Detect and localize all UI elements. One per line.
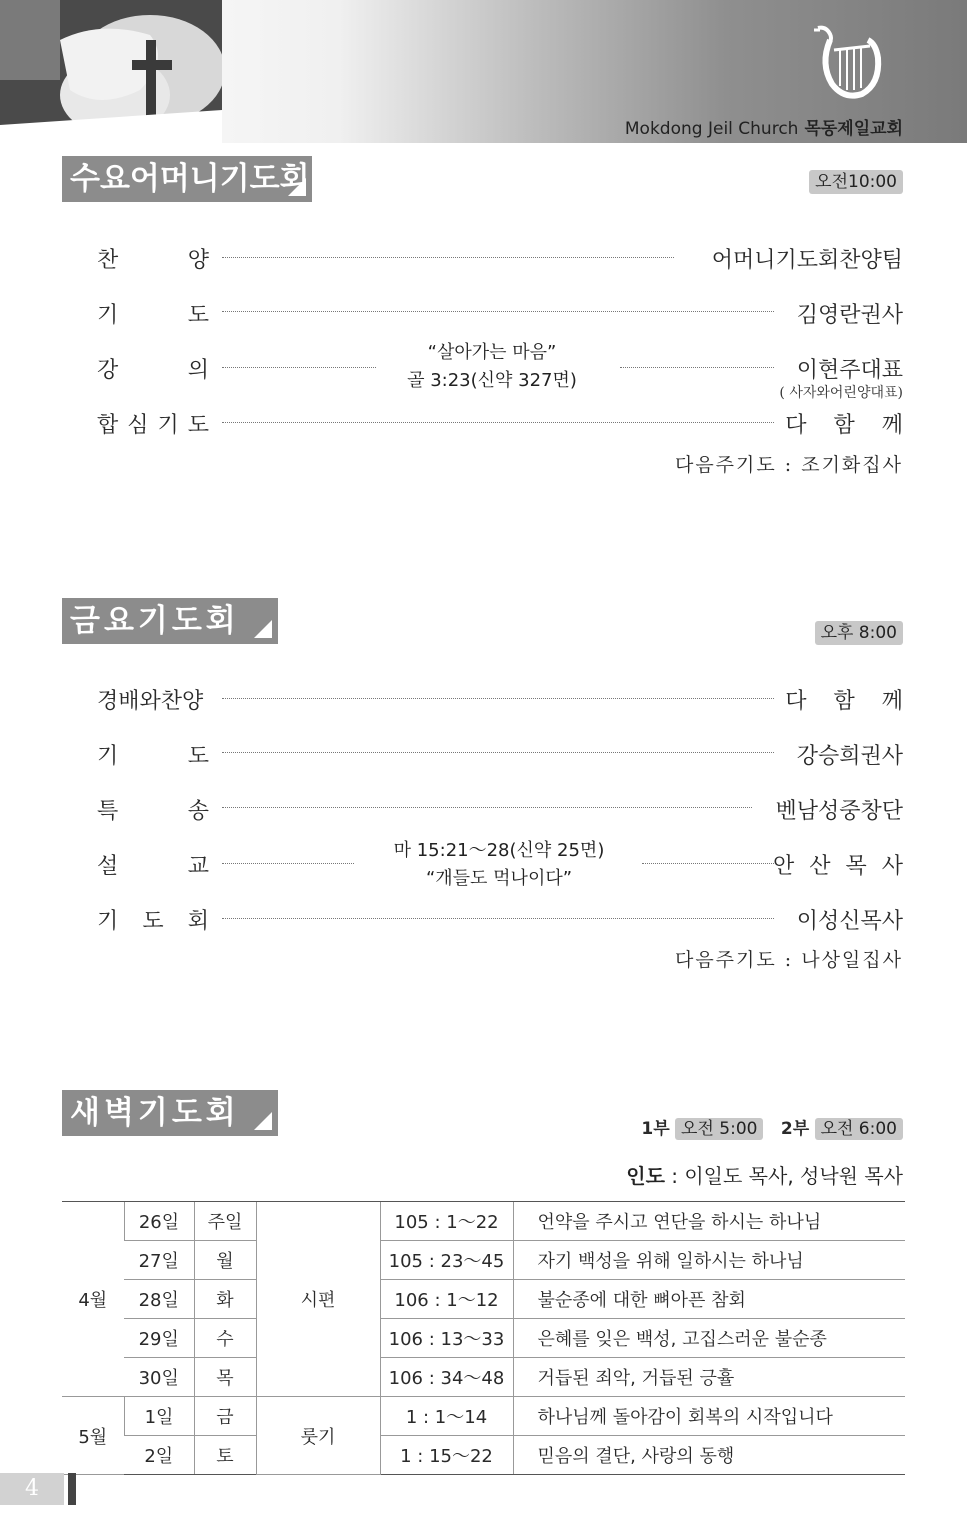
lecture-sermon-block xyxy=(380,339,604,395)
friday-time-badge: 오후 8:00 xyxy=(815,621,903,645)
dawn-times xyxy=(641,1114,903,1140)
corner-triangle-icon xyxy=(254,1112,272,1130)
theme-cell: 불순종에 대한 뼈아픈 참회 xyxy=(513,1280,905,1319)
order-value-worship: 다 함 께 xyxy=(785,689,913,714)
dotted-leader xyxy=(642,863,774,864)
dawn-schedule-table xyxy=(62,1201,905,1475)
day-cell: 28일 xyxy=(124,1280,194,1319)
order-label-lecture: 강 의 xyxy=(97,358,209,383)
dotted-leader xyxy=(222,752,774,753)
dotted-leader xyxy=(222,257,674,258)
weekday-cell: 화 xyxy=(194,1280,256,1319)
theme-cell: 은혜를 잊은 백성, 고집스러운 불순종 xyxy=(513,1319,905,1358)
month-cell: 5월 xyxy=(62,1397,124,1475)
friday-sermon-block xyxy=(358,837,640,893)
order-value-prayer: 강승희권사 xyxy=(796,744,903,769)
order-value-sermon: 안 산 목 사 xyxy=(773,854,907,879)
verse-cell: 106 : 34～48 xyxy=(380,1358,513,1397)
sermon-scripture: 마 15:21～28(신약 25면) xyxy=(393,840,605,861)
theme-cell: 거듭된 죄악, 거듭된 긍휼 xyxy=(513,1358,905,1397)
part1-label: 1부 xyxy=(641,1119,670,1139)
month-cell: 4월 xyxy=(62,1202,124,1397)
day-cell: 30일 xyxy=(124,1358,194,1397)
lecture-scripture: 골 3:23(신약 327면) xyxy=(407,370,577,391)
corner-triangle-icon xyxy=(288,178,306,196)
day-cell: 27일 xyxy=(124,1241,194,1280)
church-name-ko: 목동제일교회 xyxy=(804,119,903,139)
dotted-leader xyxy=(222,918,774,919)
day-cell: 2일 xyxy=(124,1436,194,1475)
order-label-prayer-meeting: 기 도 회 xyxy=(97,909,209,934)
weekday-cell: 월 xyxy=(194,1241,256,1280)
friday-next-prayer: 다음주기도 : 나상일집사 xyxy=(674,949,903,971)
wednesday-next-prayer: 다음주기도 : 조기화집사 xyxy=(674,454,903,476)
order-value-prayer-meeting: 이성신목사 xyxy=(796,909,903,934)
wednesday-title-text: 수요어머니기도회 xyxy=(70,161,310,197)
order-value-united-prayer: 다 함 께 xyxy=(785,413,913,438)
verse-cell: 105 : 23～45 xyxy=(380,1241,513,1280)
leader-names: : 이일도 목사, 성낙원 목사 xyxy=(664,1164,903,1188)
dotted-leader xyxy=(222,698,774,699)
dotted-leader xyxy=(222,367,376,368)
order-value-lecture-affiliation: ( 사자와어린양대표) xyxy=(779,385,903,401)
dotted-leader xyxy=(222,422,774,423)
verse-cell: 1 : 1～14 xyxy=(380,1397,513,1436)
theme-cell: 믿음의 결단, 사랑의 동행 xyxy=(513,1436,905,1475)
order-value-praise: 어머니기도회찬양팀 xyxy=(711,248,903,273)
page-number: 4 xyxy=(25,1476,39,1501)
order-label-prayer: 기 도 xyxy=(97,303,209,328)
order-value-prayer: 김영란권사 xyxy=(796,303,903,328)
page-number-bar xyxy=(68,1473,76,1505)
order-label-sermon: 설 교 xyxy=(97,854,209,879)
friday-section-title xyxy=(62,598,278,644)
order-label-special-song: 특 송 xyxy=(97,799,209,824)
lecture-title: “살아가는 마음” xyxy=(427,342,557,363)
order-value-special-song: 벤남성중창단 xyxy=(775,799,903,824)
book-cell: 시편 xyxy=(256,1202,380,1397)
weekday-cell: 수 xyxy=(194,1319,256,1358)
sermon-title: “개들도 먹나이다” xyxy=(425,868,573,889)
church-name xyxy=(625,114,903,139)
theme-cell: 언약을 주시고 연단을 하시는 하나님 xyxy=(513,1202,905,1241)
lyre-logo-icon xyxy=(812,24,884,104)
dotted-leader xyxy=(222,311,774,312)
corner-triangle-icon xyxy=(254,620,272,638)
order-label-praise: 찬 양 xyxy=(97,248,209,273)
table-row xyxy=(62,1436,905,1475)
table-row xyxy=(62,1202,905,1241)
wednesday-time-badge: 오전10:00 xyxy=(809,170,903,194)
theme-cell: 하나님께 돌아감이 회복의 시작입니다 xyxy=(513,1397,905,1436)
verse-cell: 105 : 1～22 xyxy=(380,1202,513,1241)
weekday-cell: 목 xyxy=(194,1358,256,1397)
dotted-leader xyxy=(222,863,354,864)
day-cell: 1일 xyxy=(124,1397,194,1436)
book-cell: 룻기 xyxy=(256,1397,380,1475)
dotted-leader xyxy=(620,367,774,368)
dawn-title-text: 새벽기도회 xyxy=(70,1095,240,1131)
table-row xyxy=(62,1241,905,1280)
day-cell: 29일 xyxy=(124,1319,194,1358)
verse-cell: 106 : 1～12 xyxy=(380,1280,513,1319)
table-row xyxy=(62,1319,905,1358)
church-name-en: Mokdong Jeil Church xyxy=(624,119,799,139)
order-label-united-prayer: 합 심 기 도 xyxy=(97,413,209,438)
weekday-cell: 토 xyxy=(194,1436,256,1475)
table-row xyxy=(62,1280,905,1319)
part2-label: 2부 xyxy=(780,1119,810,1139)
order-label-prayer: 기 도 xyxy=(97,744,209,769)
order-label-worship: 경배와찬양 xyxy=(97,689,204,714)
weekday-cell: 주일 xyxy=(194,1202,256,1241)
order-value-lecture: 이현주대표 xyxy=(796,358,903,383)
table-row xyxy=(62,1358,905,1397)
verse-cell: 1 : 15～22 xyxy=(380,1436,513,1475)
leader-label: 인도 xyxy=(626,1164,665,1188)
theme-cell: 자기 백성을 위해 일하시는 하나님 xyxy=(513,1241,905,1280)
wednesday-section-title xyxy=(62,156,312,202)
verse-cell: 106 : 13～33 xyxy=(380,1319,513,1358)
praying-hands-photo xyxy=(0,0,222,143)
weekday-cell: 금 xyxy=(194,1397,256,1436)
part1-time-badge: 오전 5:00 xyxy=(675,1118,763,1140)
friday-title-text: 금요기도회 xyxy=(70,603,240,639)
table-row xyxy=(62,1397,905,1436)
part2-time-badge: 오전 6:00 xyxy=(815,1118,903,1140)
day-cell: 26일 xyxy=(124,1202,194,1241)
dawn-section-title xyxy=(62,1090,278,1136)
dotted-leader xyxy=(222,807,752,808)
dawn-leaders xyxy=(626,1160,903,1189)
